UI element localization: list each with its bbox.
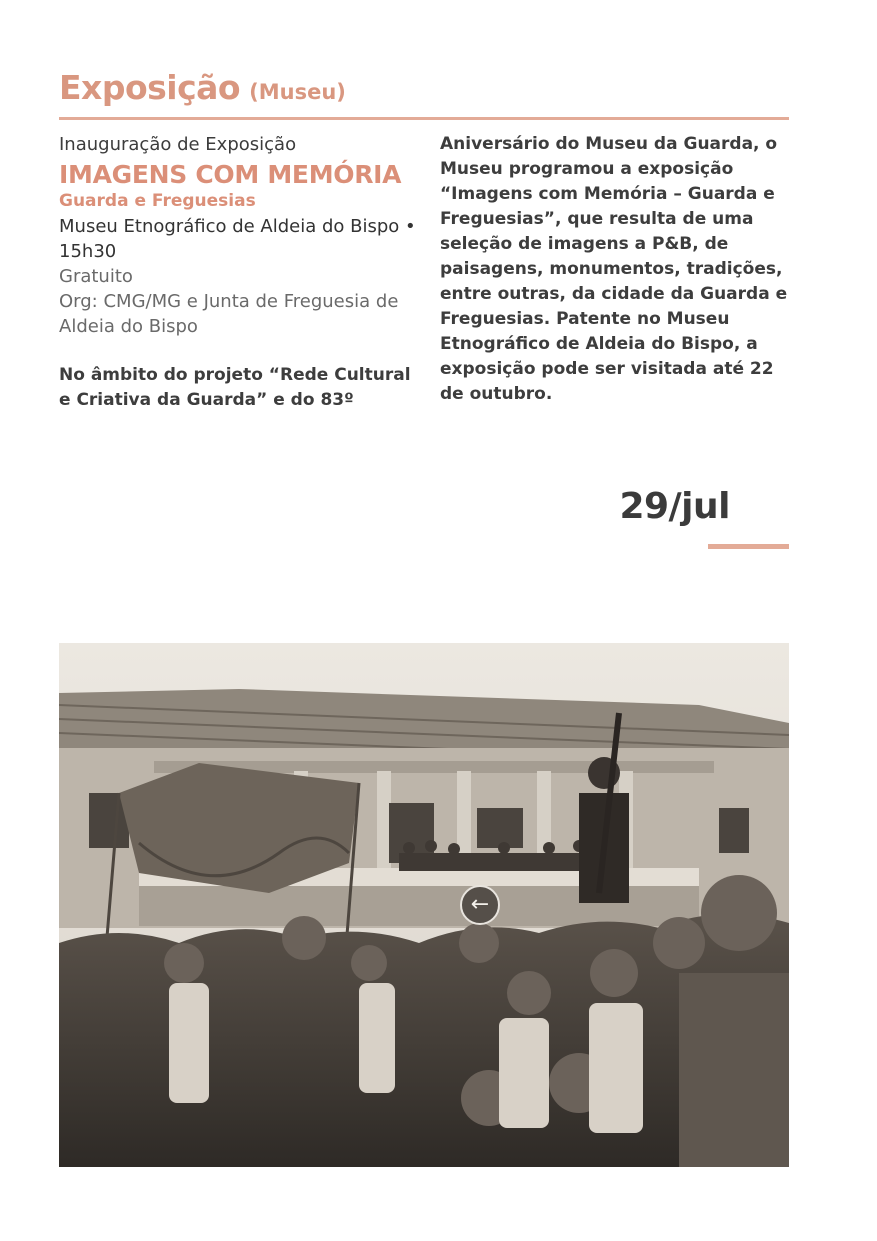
- procession-photo-illustration: [59, 643, 789, 1167]
- arrow-left-icon: ←: [470, 892, 490, 917]
- event-intro: Inauguração de Exposição: [59, 134, 297, 155]
- event-venue: Museu Etnográfico de Aldeia do Bispo • 15h30: [59, 216, 416, 262]
- event-title: IMAGENS COM MEMÓRIA: [59, 160, 402, 189]
- date-divider: [708, 544, 789, 549]
- section-subtitle: (Museu): [249, 80, 346, 104]
- event-date: 29/jul: [619, 486, 730, 527]
- section-heading: [59, 68, 346, 107]
- event-price: Gratuito: [59, 266, 133, 287]
- heading-divider: [59, 117, 789, 120]
- event-description-start: No âmbito do projeto “Rede Cultural e Criativa da Guarda” e do 83º: [59, 365, 411, 410]
- section-title: Exposição: [59, 68, 241, 107]
- right-column: [440, 132, 790, 407]
- left-column: [59, 132, 419, 413]
- event-organizer: Org: CMG/MG e Junta de Freguesia de Aldeia do Bispo: [59, 291, 399, 337]
- event-description-continued: Aniversário do Museu da Guarda, o Museu programou a exposição “Imagens com Memória – Guarda e Freguesias”, que resulta de uma seleção de imagens a P&B, de paisagens, monumentos, tradições, entre outras, da cidade da Guarda e Freguesias. Patente no Museu Etnográfico de Aldeia do Bispo, a exposição pode ser visitada até 22 de outubro.: [440, 134, 788, 404]
- event-subtitle: Guarda e Freguesias: [59, 191, 256, 211]
- photo-nav-button[interactable]: [460, 885, 500, 925]
- event-photo: [59, 643, 789, 1167]
